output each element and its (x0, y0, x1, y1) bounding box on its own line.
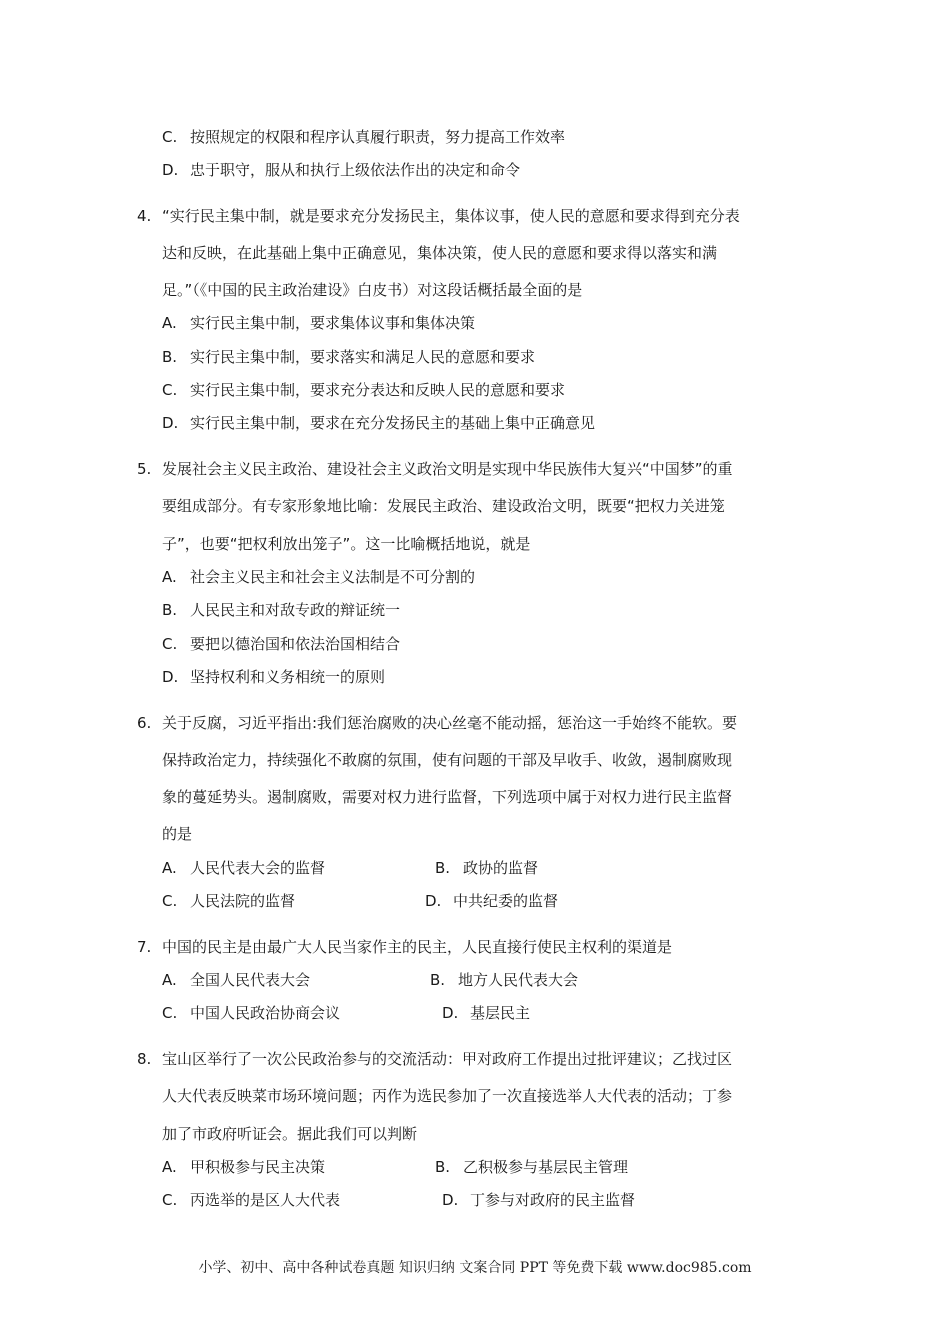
question-8-line-3: 加了市政府听证会。据此我们可以判断 (162, 1125, 418, 1143)
question-5-number: 5. (137, 460, 152, 478)
question-6-option-b: B. 政协的监督 (435, 859, 539, 877)
question-6-option-c: C. 人民法院的监督 (162, 892, 296, 910)
question-7-option-b: B. 地方人民代表大会 (430, 971, 579, 989)
question-4-option-d: D. 实行民主集中制，要求在充分发扬民主的基础上集中正确意见 (162, 414, 596, 432)
question-4-option-c: C. 实行民主集中制，要求充分表达和反映人民的意愿和要求 (162, 381, 566, 399)
question-8-line-1: 宝山区举行了一次公民政治参与的交流活动：甲对政府工作提出过批评建议；乙找过区 (162, 1050, 733, 1068)
question-6-line-4: 的是 (162, 825, 193, 843)
question-5-option-a: A. 社会主义民主和社会主义法制是不可分割的 (162, 568, 476, 586)
question-6-option-a: A. 人民代表大会的监督 (162, 859, 326, 877)
question-7-option-a: A. 全国人民代表大会 (162, 971, 311, 989)
question-5-line-3: 子”，也要“把权利放出笼子”。这一比喻概括地说，就是 (162, 535, 531, 553)
question-6-line-3: 象的蔓延势头。遏制腐败，需要对权力进行监督，下列选项中属于对权力进行民主监督 (162, 788, 733, 806)
question-8-number: 8. (137, 1050, 152, 1068)
question-7-line-1: 中国的民主是由最广大人民当家作主的民主，人民直接行使民主权利的渠道是 (162, 938, 673, 956)
question-4-line-1: “实行民主集中制，就是要求充分发扬民主，集体议事，使人民的意愿和要求得到充分表 (162, 207, 740, 225)
question-5-option-b: B. 人民民主和对敌专政的辩证统一 (162, 601, 401, 619)
question-4-number: 4. (137, 207, 152, 225)
question-4-line-2: 达和反映，在此基础上集中正确意见，集体决策，使人民的意愿和要求得以落实和满 (162, 244, 718, 262)
question-6-option-d: D. 中共纪委的监督 (425, 892, 559, 910)
question-4-option-b: B. 实行民主集中制，要求落实和满足人民的意愿和要求 (162, 348, 536, 366)
question-7-option-d: D. 基层民主 (442, 1004, 531, 1022)
question-6-line-1: 关于反腐，习近平指出:我们惩治腐败的决心丝毫不能动摇，惩治这一手始终不能软。要 (162, 714, 738, 732)
question-8-option-c: C. 丙选举的是区人大代表 (162, 1191, 341, 1209)
question-6-line-2: 保持政治定力，持续强化不敢腐的氛围，使有问题的干部及早收手、收敛，遏制腐败现 (162, 751, 733, 769)
question-6-number: 6. (137, 714, 152, 732)
question-5-option-c: C. 要把以德治国和依法治国相结合 (162, 635, 401, 653)
question-4-line-3: 足。”（《中国的民主政治建设》白皮书）对这段话概括最全面的是 (162, 281, 583, 299)
footer-text: 小学、初中、高中各种试卷真题 知识归纳 文案合同 PPT 等免费下载 www.doc985.com (198, 1260, 752, 1276)
question-4-option-a: A. 实行民主集中制，要求集体议事和集体决策 (162, 314, 476, 332)
question-7-option-c: C. 中国人民政治协商会议 (162, 1004, 341, 1022)
question-5-option-d: D. 坚持权利和义务相统一的原则 (162, 668, 386, 686)
question-5-line-1: 发展社会主义民主政治、建设社会主义政治文明是实现中华民族伟大复兴“中国梦”的重 (162, 460, 733, 478)
question-8-option-d: D. 丁参与对政府的民主监督 (442, 1191, 636, 1209)
question-8-line-2: 人大代表反映菜市场环境问题；丙作为选民参加了一次直接选举人大代表的活动；丁参 (162, 1087, 733, 1105)
question-8-option-a: A. 甲积极参与民主决策 (162, 1158, 326, 1176)
question-8-option-b: B. 乙积极参与基层民主管理 (435, 1158, 629, 1176)
question-5-line-2: 要组成部分。有专家形象地比喻：发展民主政治、建设政治文明，既要“把权力关进笼 (162, 497, 725, 515)
question-7-number: 7. (137, 938, 152, 956)
option-d: D. 忠于职守，服从和执行上级依法作出的决定和命令 (162, 161, 521, 179)
option-c: C. 按照规定的权限和程序认真履行职责，努力提高工作效率 (162, 128, 566, 146)
